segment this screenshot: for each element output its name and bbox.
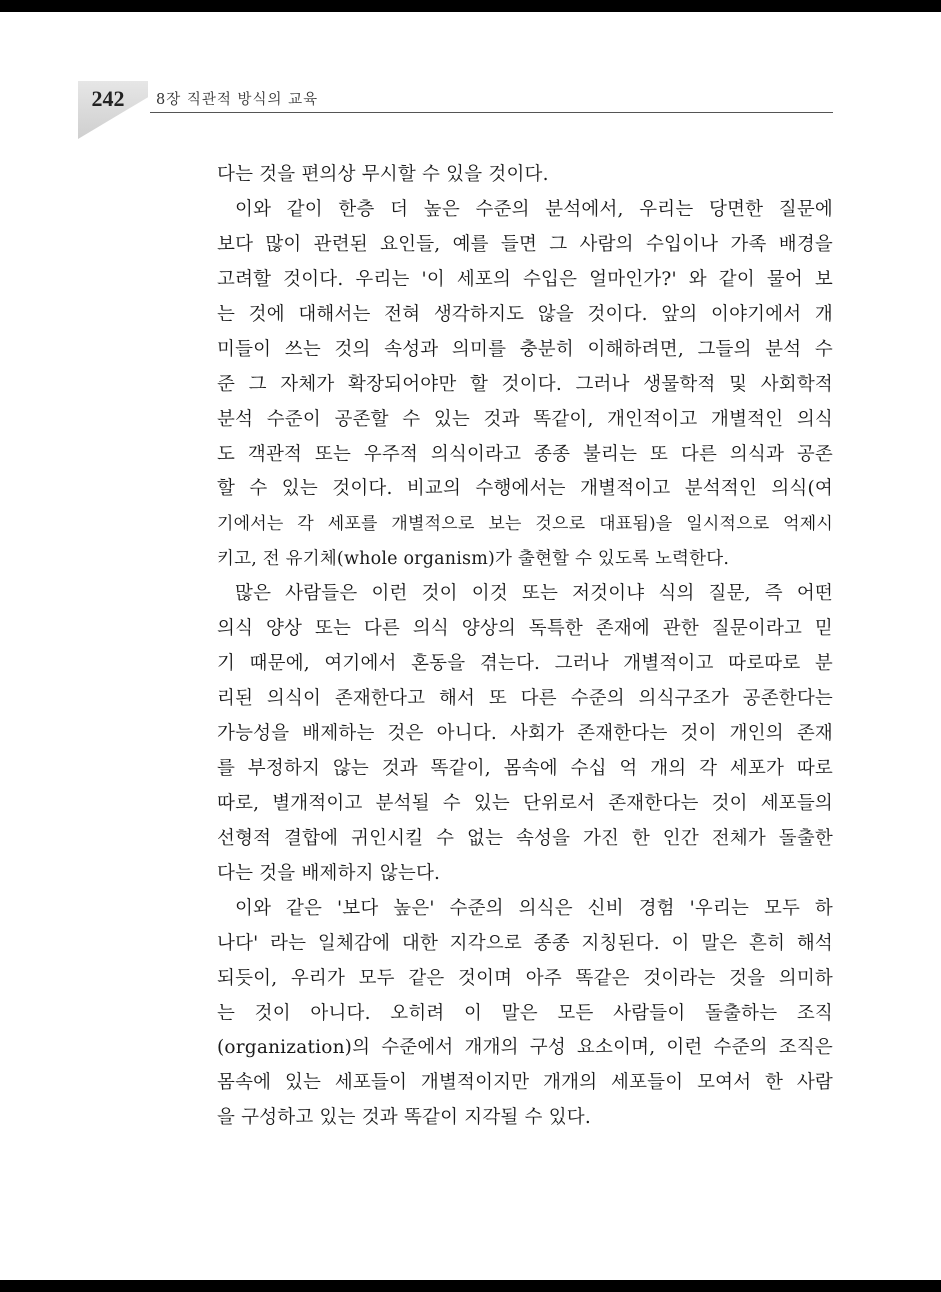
text-line: 리된 의식이 존재한다고 해서 또 다른 수준의 의식구조가 공존한다는 <box>217 688 833 710</box>
text-line: 할 수 있는 것이다. 비교의 수행에서는 개별적이고 분석적인 의식(여 <box>217 478 833 500</box>
page-number: 242 <box>91 86 125 111</box>
text-line: 도 객관적 또는 우주적 의식이라고 종종 불리는 또 다른 의식과 공존 <box>217 443 833 465</box>
running-head: 8장 직관적 방식의 교육 <box>156 92 319 108</box>
text-line: 보다 많이 관련된 요인들, 예를 들면 그 사람의 수입이나 가족 배경을 <box>217 233 833 255</box>
paragraph-first-line: 이와 같은 '보다 높은' 수준의 의식은 신비 경험 '우리는 모두 하 <box>235 897 833 919</box>
text-line: 가능성을 배제하는 것은 아니다. 사회가 존재한다는 것이 개인의 존재 <box>217 723 833 744</box>
text-line: 는 것이 아니다. 오히려 이 말은 모든 사람들이 돌출하는 조직 <box>217 1002 833 1024</box>
bottom-border-bar <box>0 1280 941 1292</box>
text-line: 를 부정하지 않는 것과 똑같이, 몸속에 수십 억 개의 각 세포가 따로 <box>217 757 833 779</box>
text-line: 분석 수준이 공존할 수 있는 것과 똑같이, 개인적이고 개별적인 의식 <box>217 408 833 430</box>
body-text <box>217 158 833 1136</box>
text-line: 다는 것을 배제하지 않는다. <box>217 862 441 884</box>
text-line: 을 구성하고 있는 것과 똑같이 지각될 수 있다. <box>217 1107 591 1129</box>
paragraph-first-line: 많은 사람들은 이런 것이 이것 또는 저것이냐 식의 질문, 즉 어떤 <box>235 583 833 605</box>
text-line: 나다' 라는 일체감에 대한 지각으로 종종 지칭된다. 이 말은 흔히 해석 <box>217 932 833 954</box>
text-line: (organization)의 수준에서 개개의 구성 요소이며, 이런 수준의 조직은 <box>217 1037 833 1059</box>
text-line: 고려할 것이다. 우리는 '이 세포의 수입은 얼마인가?' 와 같이 물어 보 <box>217 268 833 290</box>
text-line: 기 때문에, 여기에서 혼동을 겪는다. 그러나 개별적이고 따로따로 분 <box>217 653 833 675</box>
text-line: 선형적 결합에 귀인시킬 수 없는 속성을 가진 한 인간 전체가 돌출한 <box>217 827 833 849</box>
text-line: 다는 것을 편의상 무시할 수 있을 것이다. <box>217 164 549 185</box>
text-line: 키고, 전 유기체(whole organism)가 출현할 수 있도록 노력한다. <box>217 549 730 570</box>
text-line: 의식 양상 또는 다른 의식 양상의 독특한 존재에 관한 질문이라고 믿 <box>217 618 833 640</box>
top-border-bar <box>0 0 941 12</box>
text-line: 는 것에 대해서는 전혀 생각하지도 않을 것이다. 앞의 이야기에서 개 <box>217 303 833 325</box>
text-line: 되듯이, 우리가 모두 같은 것이며 아주 똑같은 것이라는 것을 의미하 <box>217 967 833 989</box>
text-line: 미들이 쓰는 것의 속성과 의미를 충분히 이해하려면, 그들의 분석 수 <box>217 338 833 360</box>
text-line: 몸속에 있는 세포들이 개별적이지만 개개의 세포들이 모여서 한 사람 <box>217 1072 833 1094</box>
text-line: 준 그 자체가 확장되어야만 할 것이다. 그러나 생물학적 및 사회학적 <box>217 373 833 395</box>
text-line: 따로, 별개적이고 분석될 수 있는 단위로서 존재한다는 것이 세포들의 <box>217 792 833 814</box>
paragraph-first-line: 이와 같이 한층 더 높은 수준의 분석에서, 우리는 당면한 질문에 <box>235 198 833 220</box>
header-rule <box>150 112 833 113</box>
text-line: 기에서는 각 세포를 개별적으로 보는 것으로 대표됨)을 일시적으로 억제시 <box>217 514 833 535</box>
